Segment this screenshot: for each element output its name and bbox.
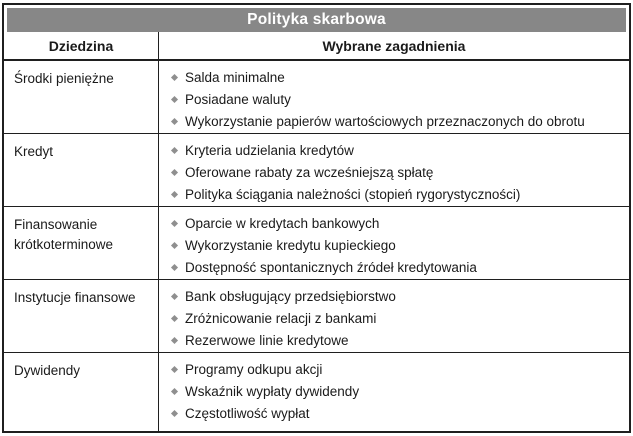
table-title: Polityka skarbowa	[7, 8, 626, 32]
list-item	[172, 213, 623, 235]
list-item	[172, 403, 623, 425]
list-item	[172, 286, 623, 308]
diamond-bullet-icon	[171, 242, 178, 249]
list-item	[172, 359, 623, 381]
table-row	[4, 280, 629, 353]
diamond-bullet-icon	[171, 388, 178, 395]
topics-list	[159, 134, 629, 206]
table-row	[4, 207, 629, 280]
diamond-bullet-icon	[171, 169, 178, 176]
domain-cell: Środki pieniężne	[4, 61, 159, 133]
domain-cell: Kredyt	[4, 134, 159, 206]
table-row	[4, 353, 629, 431]
list-item-text: Oferowane rabaty za wcześniejszą spłatę	[185, 165, 434, 180]
list-item	[172, 111, 623, 133]
list-item-text: Oparcie w kredytach bankowych	[185, 216, 380, 231]
list-item	[172, 67, 623, 89]
diamond-bullet-icon	[171, 337, 178, 344]
list-item	[172, 89, 623, 111]
column-header-domain: Dziedzina	[4, 32, 159, 59]
list-item	[172, 235, 623, 257]
diamond-bullet-icon	[171, 366, 178, 373]
list-item-text: Częstotliwość wypłat	[185, 406, 310, 421]
list-item-text: Rezerwowe linie kredytowe	[185, 333, 349, 348]
diamond-bullet-icon	[171, 315, 178, 322]
topics-list	[159, 61, 629, 133]
list-item-text: Salda minimalne	[185, 70, 285, 85]
table-header-row	[4, 32, 629, 61]
diamond-bullet-icon	[171, 410, 178, 417]
list-item-text: Zróżnicowanie relacji z bankami	[185, 311, 377, 326]
list-item	[172, 257, 623, 279]
diamond-bullet-icon	[171, 118, 178, 125]
list-item	[172, 308, 623, 330]
table-row	[4, 134, 629, 207]
list-item-text: Wykorzystanie papierów wartościowych przeznaczonych do obrotu	[185, 114, 585, 129]
table-frame	[2, 3, 631, 433]
table-row	[4, 61, 629, 134]
list-item	[172, 330, 623, 352]
list-item	[172, 140, 623, 162]
diamond-bullet-icon	[171, 147, 178, 154]
diamond-bullet-icon	[171, 96, 178, 103]
list-item-text: Bank obsługujący przedsiębiorstwo	[185, 289, 396, 304]
list-item-text: Dostępność spontanicznych źródeł kredytowania	[185, 260, 477, 275]
list-item-text: Wskaźnik wypłaty dywidendy	[185, 384, 360, 399]
list-item-text: Programy odkupu akcji	[185, 362, 323, 377]
diamond-bullet-icon	[171, 293, 178, 300]
diamond-bullet-icon	[171, 191, 178, 198]
diamond-bullet-icon	[171, 220, 178, 227]
table-body	[4, 61, 629, 431]
list-item-text: Wykorzystanie kredytu kupieckiego	[185, 238, 396, 253]
domain-cell: Finansowanie krótkoterminowe	[4, 207, 159, 279]
diamond-bullet-icon	[171, 74, 178, 81]
list-item-text: Posiadane waluty	[185, 92, 291, 107]
list-item-text: Kryteria udzielania kredytów	[185, 143, 354, 158]
column-header-topics: Wybrane zagadnienia	[322, 37, 466, 54]
list-item	[172, 162, 623, 184]
list-item	[172, 381, 623, 403]
list-item	[172, 184, 623, 206]
list-item-text: Polityka ściągania należności (stopień rygorystyczności)	[185, 187, 521, 202]
diamond-bullet-icon	[171, 264, 178, 271]
topics-list	[159, 353, 629, 431]
domain-cell: Instytucje finansowe	[4, 280, 159, 352]
domain-cell: Dywidendy	[4, 353, 159, 431]
topics-list	[159, 207, 629, 279]
topics-list	[159, 280, 629, 352]
